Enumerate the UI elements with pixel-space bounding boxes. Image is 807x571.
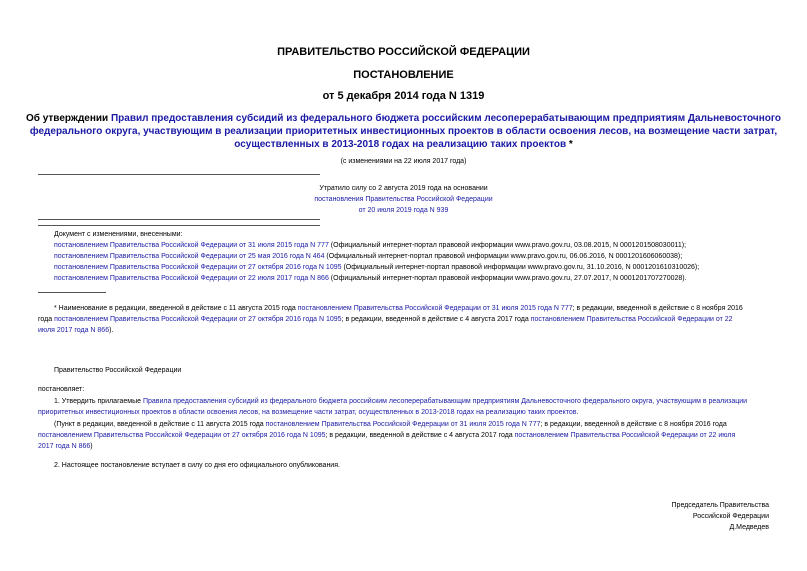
footnote-text: ; в редакции, введенной в действие с 8 ноября 2016 [572, 305, 743, 312]
item-1-note [38, 419, 778, 452]
footnote-text: * Наименование в редакции, введенной в действие с 11 августа 2015 года [54, 305, 298, 312]
note-link[interactable]: 2017 года N 866 [38, 443, 91, 450]
item-text: 1. Утвердить прилагаемые [54, 398, 143, 405]
rules-link-cont[interactable]: приоритетных инвестиционных проектов в области освоения лесов, на возмещение части затрат, осуществленных в 2013-2018 годах на реализацию таких проектов [38, 409, 577, 416]
document-type: ПОСТАНОВЛЕНИЕ [353, 69, 454, 81]
document-date-number: от 5 декабря 2014 года N 1319 [322, 90, 485, 102]
note-text: (Пункт в редакции, введенной в действие с 11 августа 2015 года [54, 421, 266, 428]
signature-name: Д.Медведев [729, 524, 769, 531]
item-1 [38, 396, 778, 418]
footnote-divider [38, 292, 106, 293]
signature-title: Председатель Правительства [671, 502, 769, 509]
document-title [0, 112, 807, 151]
signature-block [672, 500, 769, 533]
divider [38, 174, 320, 175]
footnote-link[interactable]: июля 2017 года N 866 [38, 327, 110, 334]
footnote [38, 303, 778, 336]
title-link-rules[interactable]: Правил предоставления субсидий из федерального бюджета российским лесоперерабатывающим предприятиям Дальневосточного [110, 113, 781, 124]
repeal-text: Утратило силу со 2 августа 2019 года на основании [319, 185, 488, 192]
amendment-source: (Официальный интернет-портал правовой информации www.pravo.gov.ru, 27.07.2017, N 0001201707270028). [328, 275, 687, 282]
amendment-link[interactable]: постановлением Правительства Российской Федерации от 31 июля 2015 года N 777 [54, 242, 329, 249]
repeal-link-line3[interactable]: от 20 июля 2019 года N 939 [358, 207, 449, 214]
decrees-label: постановляет: [38, 386, 85, 393]
note-text: ; в редакции, введенной в действие с 8 ноября 2016 года [540, 421, 727, 428]
government-name: Правительство Российской Федерации [54, 367, 182, 374]
note-link[interactable]: постановлением Правительства Российской Федерации от 22 июля [514, 432, 736, 439]
footnote-text: ; в редакции, введенной в действие с 4 августа 2017 года [341, 316, 531, 323]
title-link-rules-line2[interactable]: федерального округа, участвующим в реализации приоритетных инвестиционных проектов в области освоения лесов, на возмещение части затрат, [29, 126, 778, 137]
signature-org: Российской Федерации [692, 513, 769, 520]
note-text: ; в редакции, введенной в действие с 4 августа 2017 года [325, 432, 515, 439]
amendment-link[interactable]: постановлением Правительства Российской Федерации от 22 июля 2017 года N 866 [54, 275, 329, 282]
item-text: . [576, 409, 579, 416]
list-item [54, 251, 794, 262]
repeal-link[interactable]: постановления Правительства Российской Федерации [314, 196, 493, 203]
list-item [54, 240, 794, 251]
amendment-source: (Официальный интернет-портал правовой информации www.pravo.gov.ru, 03.08.2015, N 0001201508030011); [328, 242, 687, 249]
title-link-rules-line3[interactable]: осуществленных в 2013-2018 годах на реализацию таких проектов [234, 139, 567, 150]
amendments-heading: Документ с изменениями, внесенными: [54, 231, 183, 238]
note-link[interactable]: постановлением Правительства Российской Федерации от 31 июля 2015 года N 777 [265, 421, 541, 428]
divider [38, 219, 320, 220]
note-link[interactable]: постановлением Правительства Российской Федерации от 27 октября 2016 года N 1095 [38, 432, 326, 439]
footnote-link[interactable]: постановлением Правительства Российской Федерации от 31 июля 2015 года N 777 [297, 305, 573, 312]
footnote-link[interactable]: постановлением Правительства Российской Федерации от 27 октября 2016 года N 1095 [54, 316, 342, 323]
footnote-link[interactable]: постановлением Правительства Российской Федерации от 22 [530, 316, 733, 323]
amendment-link[interactable]: постановлением Правительства Российской Федерации от 25 мая 2016 года N 464 [54, 253, 325, 260]
item-2: 2. Настоящее постановление вступает в силу со дня его официального опубликования. [54, 462, 340, 469]
list-item [54, 273, 794, 284]
footnote-text: года [38, 316, 55, 323]
changes-note: (с изменениями на 22 июля 2017 года) [340, 158, 467, 165]
amendment-link[interactable]: постановлением Правительства Российской Федерации от 27 октября 2016 года N 1095 [54, 264, 342, 271]
note-text: ) [90, 443, 93, 450]
government-heading: ПРАВИТЕЛЬСТВО РОССИЙСКОЙ ФЕДЕРАЦИИ [277, 46, 530, 58]
title-prefix: Об утверждении [25, 113, 111, 124]
amendment-source: (Официальный интернет-портал правовой информации www.pravo.gov.ru, 31.10.2016, N 0001201610310026); [341, 264, 700, 271]
repeal-block [0, 183, 807, 216]
amendment-source: (Официальный интернет-портал правовой информации www.pravo.gov.ru, 06.06.2016, N 0001201606060038); [324, 253, 683, 260]
list-item [54, 262, 794, 273]
amendments-list [54, 229, 794, 284]
title-footnote-mark: * [566, 139, 573, 150]
rules-link[interactable]: Правила предоставления субсидий из федерального бюджета российским лесоперерабатывающим предприятиям Дальневосточного федерального округа, участвующим в реализации [142, 398, 748, 405]
divider [38, 225, 320, 226]
footnote-text: ). [109, 327, 114, 334]
